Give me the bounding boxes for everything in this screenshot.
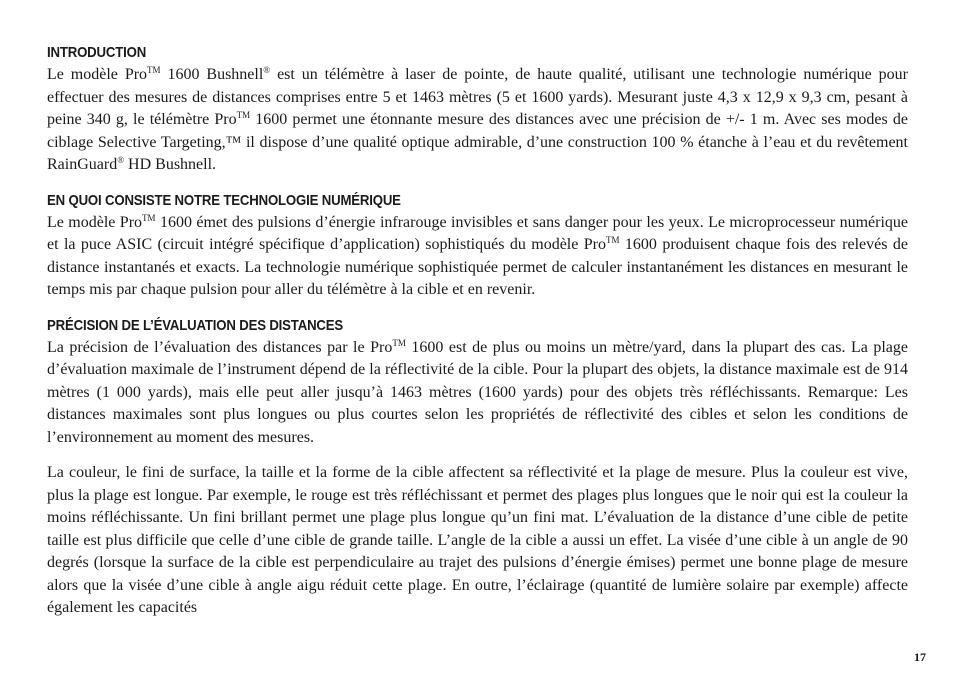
text-run: HD Bushnell. — [124, 156, 217, 173]
section-paragraph — [47, 462, 908, 620]
document-page — [47, 42, 908, 633]
text-run: 1600 émet des pulsions d’énergie infrarouge invisibles et sans danger pour les yeux. Le microprocesseur numérique et la puce ASIC (circuit intégré spécifique d’application) sophistiqués du modèle Pro — [47, 213, 909, 253]
text-run: Le modèle Pro — [47, 66, 148, 83]
trademark-superscript: ® — [117, 155, 125, 165]
text-run: La précision de l’évaluation des distances par le Pro — [47, 338, 393, 356]
text-run: 1600 produisent chaque fois des relevés de distance instantanés et exacts. La technologie numérique sophistiquée permet de calculer instantanément les distances en mesurant le temps mis par chaque pulsion pour aller du télémètre à la cible et en revenir. — [47, 236, 908, 298]
text-run: 1600 est de plus ou moins un mètre/yard, dans la plupart des cas. La plage d’évaluation maximale de l’instrument dépend de la réflectivité de la cible. Pour la plupart des objets, la distance maximale est de 914 mètres (1 000 yards), mais elle peut aller jusqu’à 1463 mètres (1600 yards) pour des objets très réfléchissants. Remarque: Les distances maximales sont plus longues ou plus courtes selon les propriétés de réflectivité des cibles et selon les conditions de l’environnement au moment des mesures. — [47, 338, 909, 446]
section-paragraph — [47, 337, 908, 450]
section-heading: INTRODUCTION — [47, 44, 147, 61]
text-run: 1600 Bushnell — [160, 66, 264, 83]
text-run: est un télémètre à laser de pointe, de haute qualité, utilisant une technologie numérique pour effectuer des mesures de distances comprises entre 5 et 1463 mètres (5 et 1600 yards). Mesurant juste 4,3 x 12,9 x 9,3 cm, pesant à peine 340 g, le télémètre Pro — [47, 66, 909, 128]
section-heading: PRÉCISION DE L’ÉVALUATION DES DISTANCES — [47, 316, 344, 334]
section-introduction — [47, 42, 908, 177]
section-precision — [47, 315, 908, 620]
trademark-superscript: TM — [142, 212, 156, 223]
section-technologie-numerique — [47, 190, 908, 302]
text-run: 1600 permet une étonnante mesure des distances avec une précision de +/- 1 m. Avec ses modes de ciblage Selective Targeting,™ il dispose d’une qualité optique admirable, d’une construction 100 % étanche à l’eau et du revêtement RainGuard — [47, 111, 908, 173]
page-number: 17 — [914, 650, 926, 664]
trademark-superscript: TM — [236, 110, 251, 120]
trademark-superscript: TM — [147, 65, 161, 75]
trademark-superscript: TM — [606, 235, 620, 245]
text-run: Le modèle Pro — [47, 213, 143, 231]
section-heading: EN QUOI CONSISTE NOTRE TECHNOLOGIE NUMÉRIQUE — [47, 191, 401, 209]
section-paragraph — [47, 64, 908, 177]
text-run: La couleur, le fini de surface, la taille et la forme de la cible affectent sa réflectivité et la plage de mesure. Plus la couleur est vive, plus la plage est longue. Par exemple, le rouge est très réfléchissant et permet des plages plus longues que le noir qui est la couleur la moins réfléchissante. Un fini brillant permet une plage plus longue qu’un fini mat. L’évaluation de la distance d’une cible de petite taille est plus difficile que celle d’une cible de grande taille. L’angle de la cible a aussi un effet. La visée d’une cible à un angle de 90 degrés (lorsque la surface de la cible est perpendiculaire au trajet des pulsions d’énergie émises) permet une bonne plage de mesure alors que la visée d’une cible à angle aigu réduit cette plage. En outre, l’éclairage (quantité de lumière solaire par exemple) affecte également les capacités — [47, 464, 908, 616]
section-paragraph — [47, 212, 908, 302]
trademark-superscript: ® — [263, 65, 271, 75]
trademark-superscript: TM — [392, 337, 406, 348]
